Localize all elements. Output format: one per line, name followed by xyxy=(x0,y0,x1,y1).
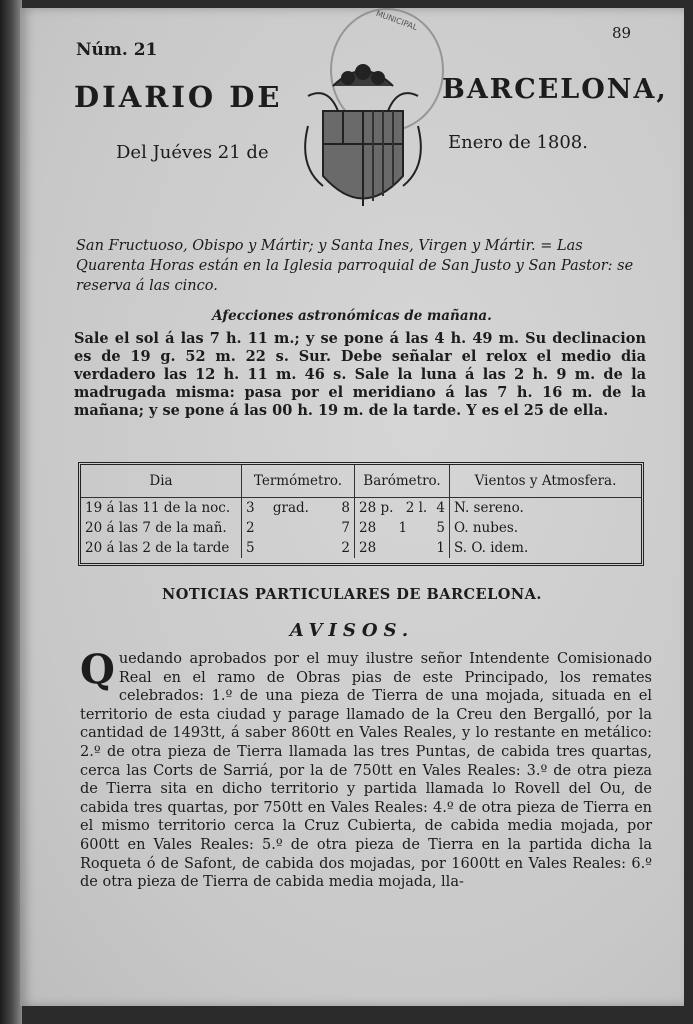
header-termometro: Termómetro. xyxy=(242,465,355,498)
table-row xyxy=(81,538,641,558)
therm-cell xyxy=(242,518,355,538)
day-cell: 20 á las 7 de la mañ. xyxy=(81,518,242,538)
astro-heading: Afecciones astronómicas de mañana. xyxy=(212,308,492,324)
wind-cell: S. O. idem. xyxy=(454,540,529,556)
title-diario-de: DIARIO DE xyxy=(74,80,283,114)
weather-table xyxy=(78,462,644,566)
page-number: 89 xyxy=(612,24,632,42)
day-cell: 20 á las 2 de la tarde xyxy=(81,538,242,558)
therm-unit: grad. xyxy=(272,500,309,516)
therm-value: 2 xyxy=(246,520,255,536)
book-spine xyxy=(0,0,22,1024)
table-row xyxy=(81,518,641,538)
therm-fraction: 7 xyxy=(341,520,350,536)
therm-fraction: 2 xyxy=(341,540,350,556)
drop-cap: Q xyxy=(80,646,115,693)
baro-inches: 28 xyxy=(359,520,377,536)
baro-inches: 28 p. xyxy=(359,500,394,516)
baro-fraction: 5 xyxy=(436,520,445,536)
avisos-heading: AVISOS. xyxy=(289,620,415,641)
wind-cell: O. nubes. xyxy=(454,520,519,536)
table-row xyxy=(81,498,641,519)
header-dia: Dia xyxy=(81,465,242,498)
title-barcelona: BARCELONA, xyxy=(442,74,668,105)
therm-value: 3 xyxy=(246,500,255,516)
baro-fraction: 1 xyxy=(436,540,445,556)
date-month-year: Enero de 1808. xyxy=(448,132,588,153)
header-barometro: Barómetro. xyxy=(355,465,450,498)
avisos-body xyxy=(80,646,652,892)
avisos-text: uedando aprobados por el muy ilustre señor Intendente Comisionado Real en el ramo de Obras pias de este Principado, los remates celebrados: 1.º de una pieza de Tierra de una mojada, situada en el territorio de esta ciudad y parage llamado de la Creu den Bergalló, por la cantidad de 1493tt, á saber 860tt en Vales Reales, y lo restante en metálico: 2.º de otra pieza de Tierra llamada las tres Puntas, de cabida tres quartas, cerca las Corts de Sarriá, por la de 750tt en Vales Reales: 3.º de otra pieza de Tierra sita en dicho territorio y partida llamada lo Rovell del Ou, de cabida tres quartas, por 750tt en Vales Reales: 4.º de otra pieza de Tierra en el mismo territorio cerca la Cruz Cubierta, de cabida media mojada, por 600tt en Vales Reales: 5.º de otra pieza de Tierra en la partida dicha la Roqueta ó de Safont, de cabida dos mojadas, por 1600tt en Vales Reales: 6.º de otra pieza de Tierra de cabida media mojada, lla- xyxy=(80,651,652,891)
baro-inches: 28 xyxy=(359,540,377,556)
noticias-heading: NOTICIAS PARTICULARES DE BARCELONA. xyxy=(162,586,542,603)
baro-cell xyxy=(355,498,450,519)
newspaper-page xyxy=(20,8,684,1006)
baro-fraction: 4 xyxy=(436,500,445,516)
day-cell: 19 á las 11 de la noc. xyxy=(81,498,242,519)
date-weekday: Del Juéves 21 de xyxy=(116,142,269,163)
astro-text: Sale el sol á las 7 h. 11 m.; y se pone á las 4 h. 49 m. Su declinacion es de 19 g. 52 m. 22 s. Sur. Debe señalar el relox el medio dia verdadero las 12 h. 11 m. 46 s. Sale la luna á las 2 h. 9 m. de la madrugada misma: pasa por el meridiano á las 7 h. 16 m. de la mañana; y se pone á las 00 h. 19 m. de la tarde. Y es el 25 de ella. xyxy=(74,330,646,419)
issue-number: Núm. 21 xyxy=(76,40,158,60)
therm-value: 5 xyxy=(246,540,255,556)
therm-fraction: 8 xyxy=(341,500,350,516)
saints-of-the-day: San Fructuoso, Obispo y Mártir; y Santa Ines, Virgen y Mártir. = Las Quarenta Horas están en la Iglesia parroquial de San Justo y San Pastor: se reserva á las cinco. xyxy=(76,238,634,294)
barcelona-crest-icon xyxy=(288,56,438,226)
therm-cell xyxy=(242,498,355,519)
stamp-text: MUNICIPAL xyxy=(374,8,419,33)
baro-cell xyxy=(355,538,450,558)
therm-cell xyxy=(242,538,355,558)
baro-lines: 2 l. xyxy=(405,500,428,516)
baro-lines: 1 xyxy=(398,520,408,536)
wind-cell: N. sereno. xyxy=(454,500,524,516)
baro-cell xyxy=(355,518,450,538)
header-vientos: Vientos y Atmosfera. xyxy=(450,465,642,498)
